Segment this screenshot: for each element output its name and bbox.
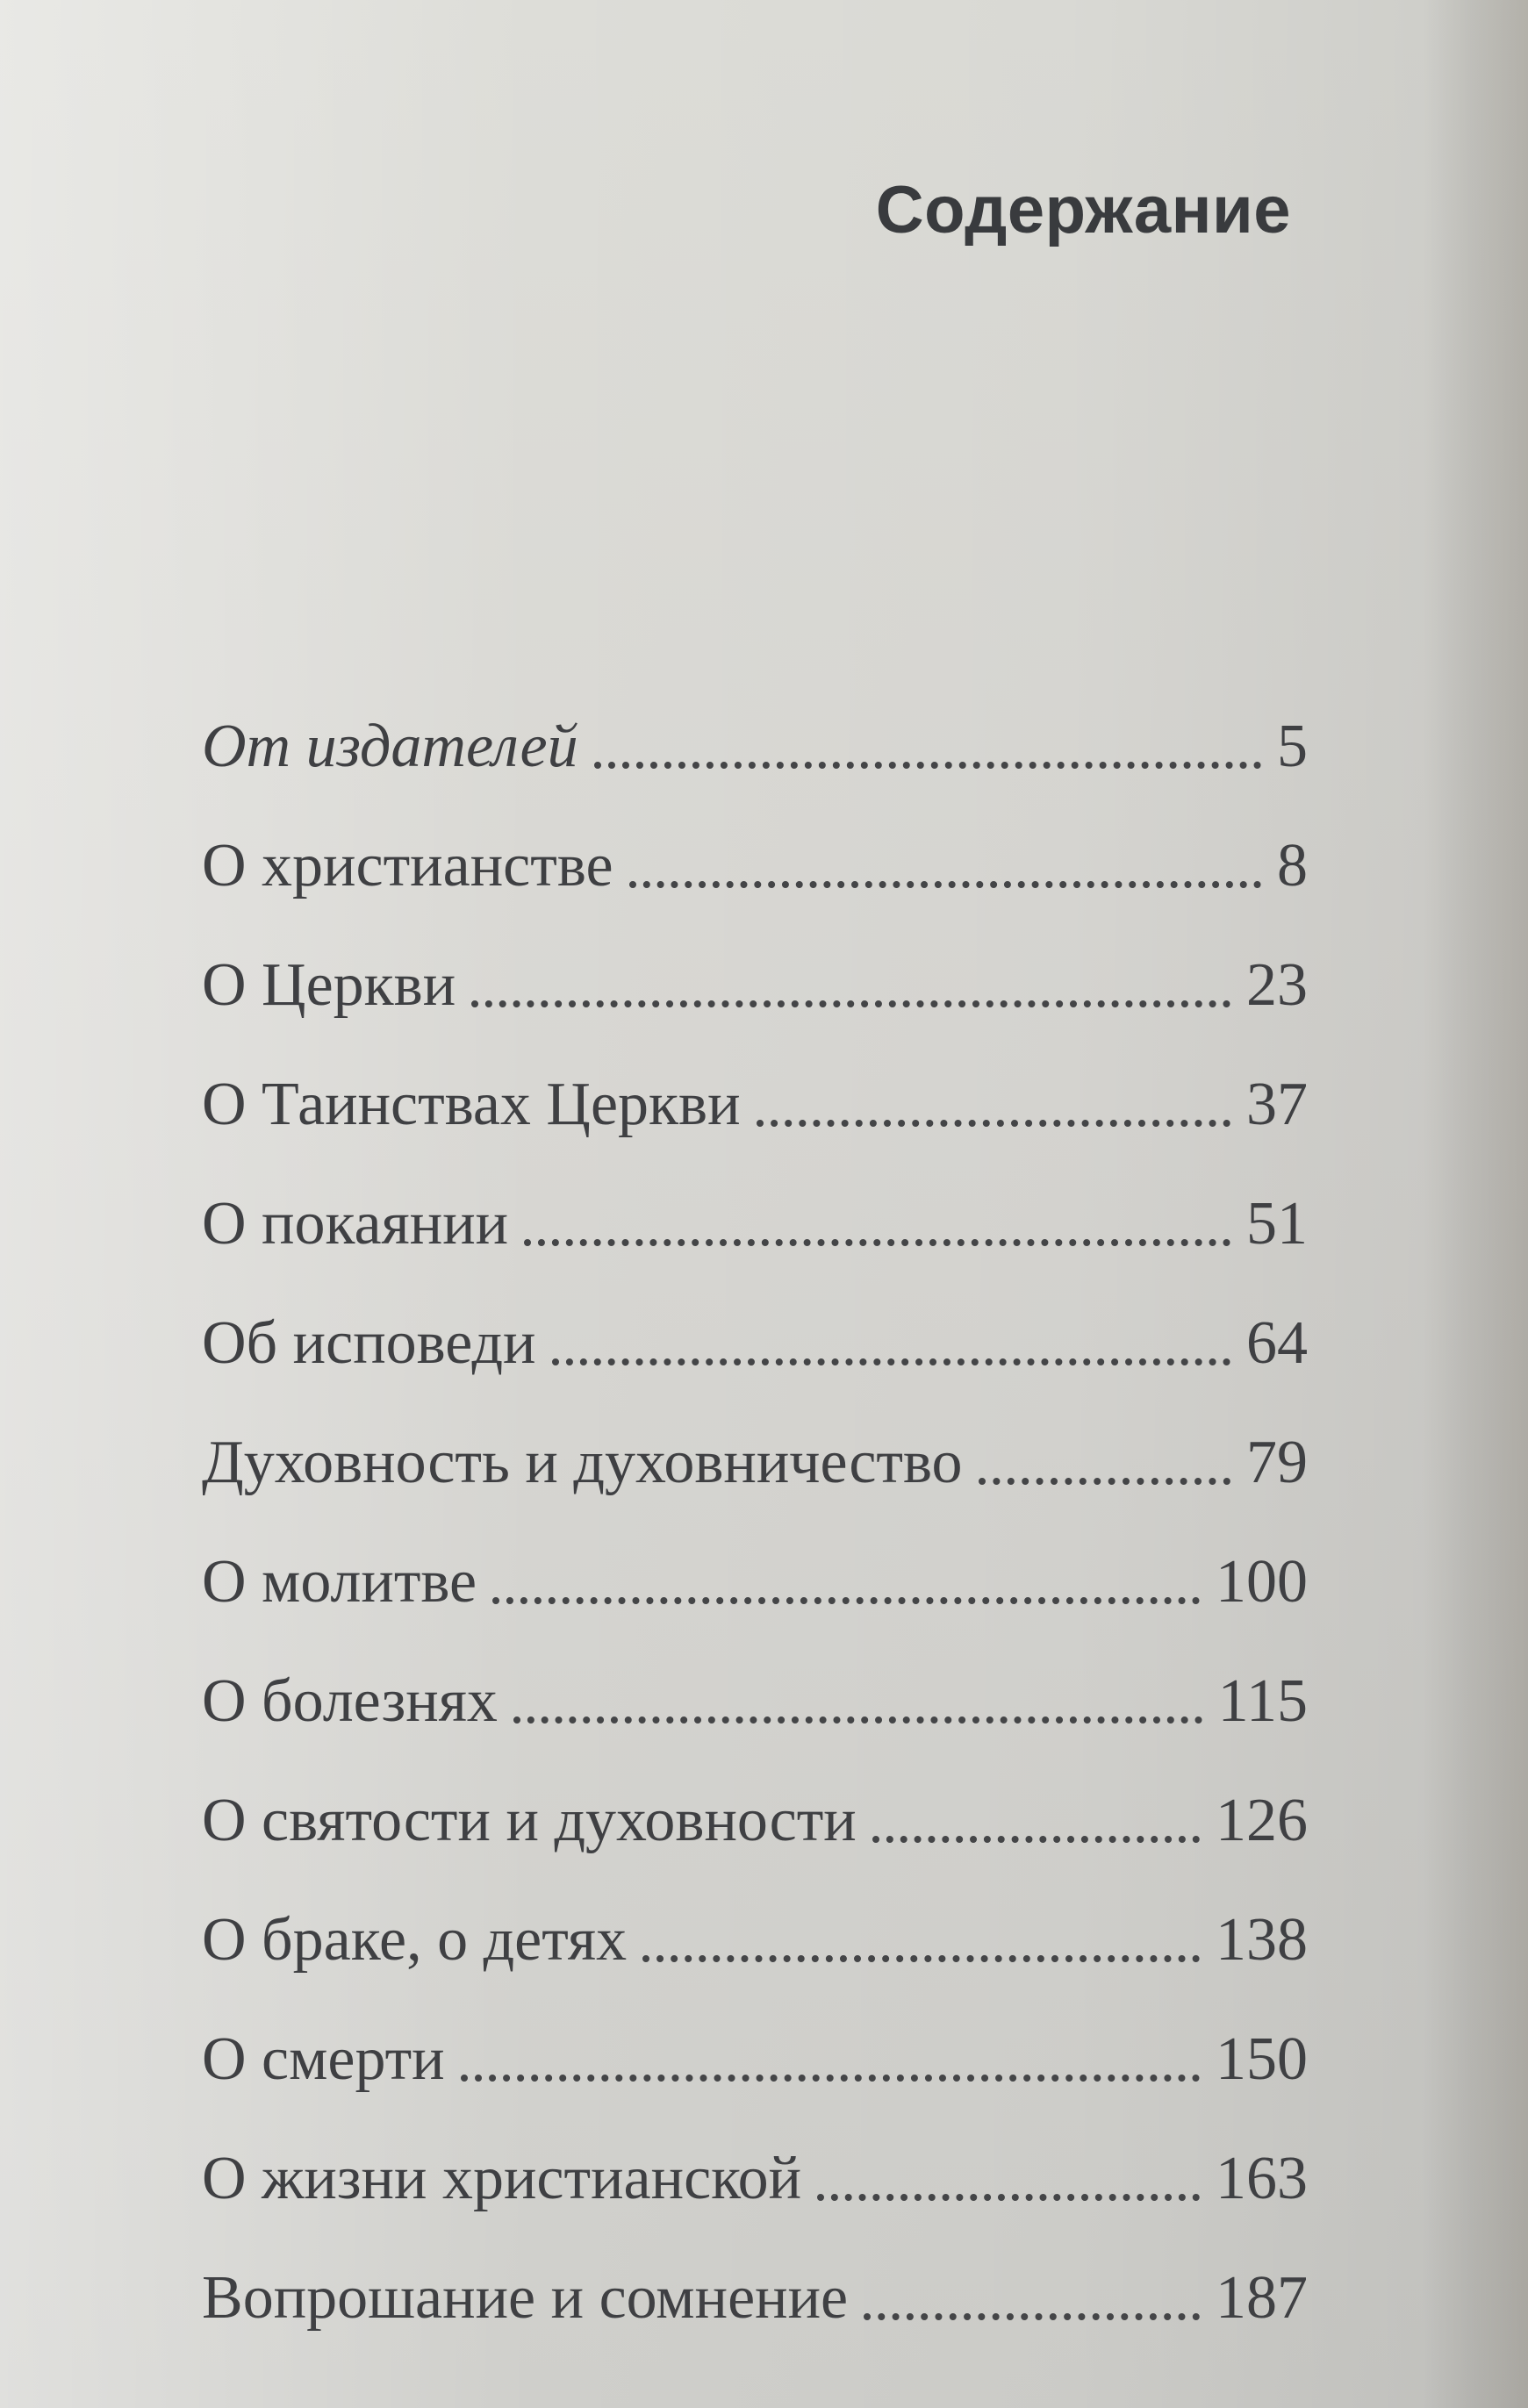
toc-entry-title: О браке, о детях xyxy=(202,1906,628,1974)
toc-entry-page: 79 xyxy=(1246,1429,1308,1496)
toc-entry xyxy=(202,1136,1308,1258)
toc-entry-title: О смерти xyxy=(202,2025,445,2093)
toc-entry-page: 126 xyxy=(1216,1787,1308,1854)
toc-entry-title: О покаянии xyxy=(202,1190,509,1258)
toc-entry-title: Об исповеди xyxy=(202,1309,536,1377)
toc-entry-title: О молитве xyxy=(202,1548,477,1616)
toc-entry xyxy=(202,1971,1308,2093)
dot-leader xyxy=(864,2313,1200,2320)
toc-entry-page: 150 xyxy=(1216,2025,1308,2093)
toc-entry-page: 115 xyxy=(1217,1667,1308,1735)
toc-entry xyxy=(202,778,1308,897)
toc-entry-title: Духовность и духовничество xyxy=(202,1429,963,1496)
toc-entry-page: 5 xyxy=(1277,713,1308,780)
dot-leader xyxy=(757,1120,1230,1127)
toc-entry-page: 138 xyxy=(1216,1906,1308,1974)
toc-entry-title: О Церкви xyxy=(202,951,456,1019)
dot-leader xyxy=(524,1239,1230,1246)
toc-entry-page: 51 xyxy=(1246,1190,1308,1258)
page-edge-shadow xyxy=(1423,0,1528,2408)
toc-entry xyxy=(202,658,1308,778)
toc-entry xyxy=(202,2090,1308,2210)
toc-entry xyxy=(202,1494,1308,1616)
toc-entry-page: 37 xyxy=(1246,1071,1308,1138)
toc-entry xyxy=(202,1613,1308,1735)
dot-leader xyxy=(471,1000,1230,1007)
toc-entry-title: О святости и духовности xyxy=(202,1787,857,1854)
toc-entry xyxy=(202,897,1308,1019)
toc-entry xyxy=(202,1374,1308,1494)
dot-leader xyxy=(552,1358,1230,1365)
dot-leader xyxy=(594,762,1261,769)
toc-entry-title: О болезнях xyxy=(202,1667,498,1735)
page-title: Содержание xyxy=(875,173,1291,247)
toc-entry-title: О христианстве xyxy=(202,832,613,899)
table-of-contents xyxy=(202,658,1308,2332)
dot-leader xyxy=(461,2075,1200,2082)
toc-entry xyxy=(202,1732,1308,1852)
dot-leader xyxy=(629,881,1261,888)
dot-leader xyxy=(642,1955,1200,1962)
toc-entry-page: 100 xyxy=(1216,1548,1308,1616)
toc-entry-page: 163 xyxy=(1216,2145,1308,2212)
toc-entry xyxy=(202,1852,1308,1974)
toc-entry-title: От издателей xyxy=(202,713,578,780)
dot-leader xyxy=(817,2194,1200,2201)
toc-entry-title: О Таинствах Церкви xyxy=(202,1071,741,1138)
toc-entry-title: О жизни христианской xyxy=(202,2145,802,2212)
toc-entry-page: 8 xyxy=(1277,832,1308,899)
dot-leader xyxy=(513,1716,1202,1724)
toc-entry-page: 64 xyxy=(1246,1309,1308,1377)
toc-entry-title: Вопрошание и сомнение xyxy=(202,2264,849,2332)
toc-entry-page: 187 xyxy=(1216,2264,1308,2332)
dot-leader xyxy=(492,1597,1200,1604)
toc-entry xyxy=(202,2210,1308,2332)
toc-entry xyxy=(202,1255,1308,1377)
toc-entry xyxy=(202,1016,1308,1136)
dot-leader xyxy=(872,1836,1200,1843)
dot-leader xyxy=(979,1478,1230,1485)
toc-entry-page: 23 xyxy=(1246,951,1308,1019)
